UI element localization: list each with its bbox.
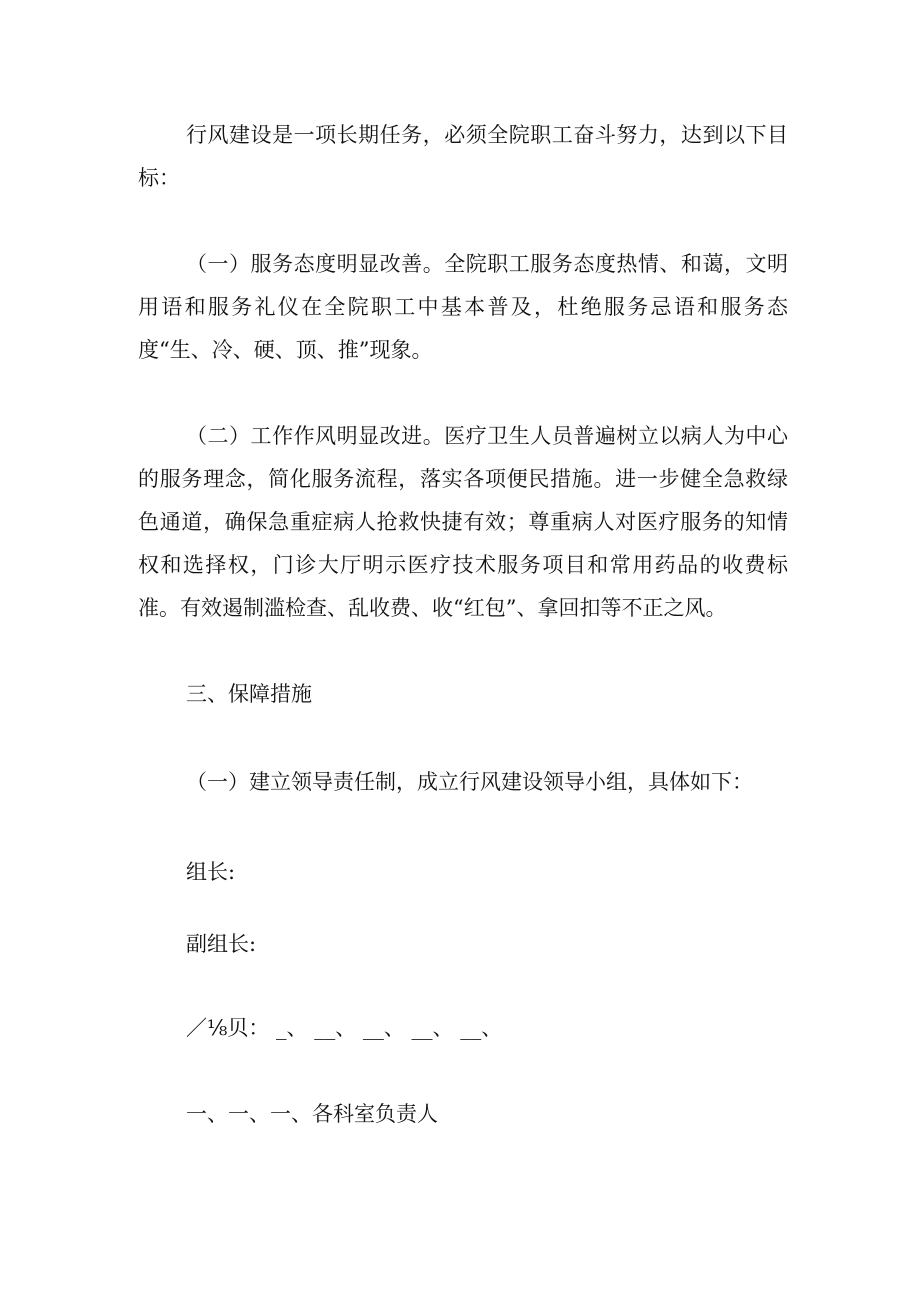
paragraph-goals-intro: 行风建设是一项长期任务，必须全院职工奋斗努力，达到以下目标： (138, 123, 788, 190)
paragraph-service-attitude: （一）服务态度明显改善。全院职工服务态度热情、和蔼，文明用语和服务礼仪在全院职工中基本普及，杜绝服务忌语和服务态度“生、冷、硬、顶、推”现象。 (138, 252, 788, 362)
members-line: ／⅛贝： _、 __、 __、 __、 __、 (186, 1016, 503, 1040)
section-heading: 三、保障措施 (186, 682, 312, 706)
dept-heads-line: 一、一、一、各科室负责人 (186, 1102, 438, 1126)
subsection-leadership: （一）建立领导责任制，成立行风建设领导小组，具体如下： (186, 770, 753, 794)
paragraph-work-style: （二）工作作风明显改进。医疗卫生人员普遍树立以病人为中心的服务理念，简化服务流程，落实各项便民措施。进一步健全急救绿色通道，确保急重症病人抢救快捷有效；尊重病人对医疗服务的知情权和选择权，门诊大厅明示医疗技术服务项目和常用药品的收费标准。有效遏制滥检查、乱收费、收“红包”、拿回扣等不正之风。 (138, 424, 788, 620)
leader-line: 组长: (186, 860, 236, 884)
deputy-leader-line: 副组长: (186, 932, 257, 956)
